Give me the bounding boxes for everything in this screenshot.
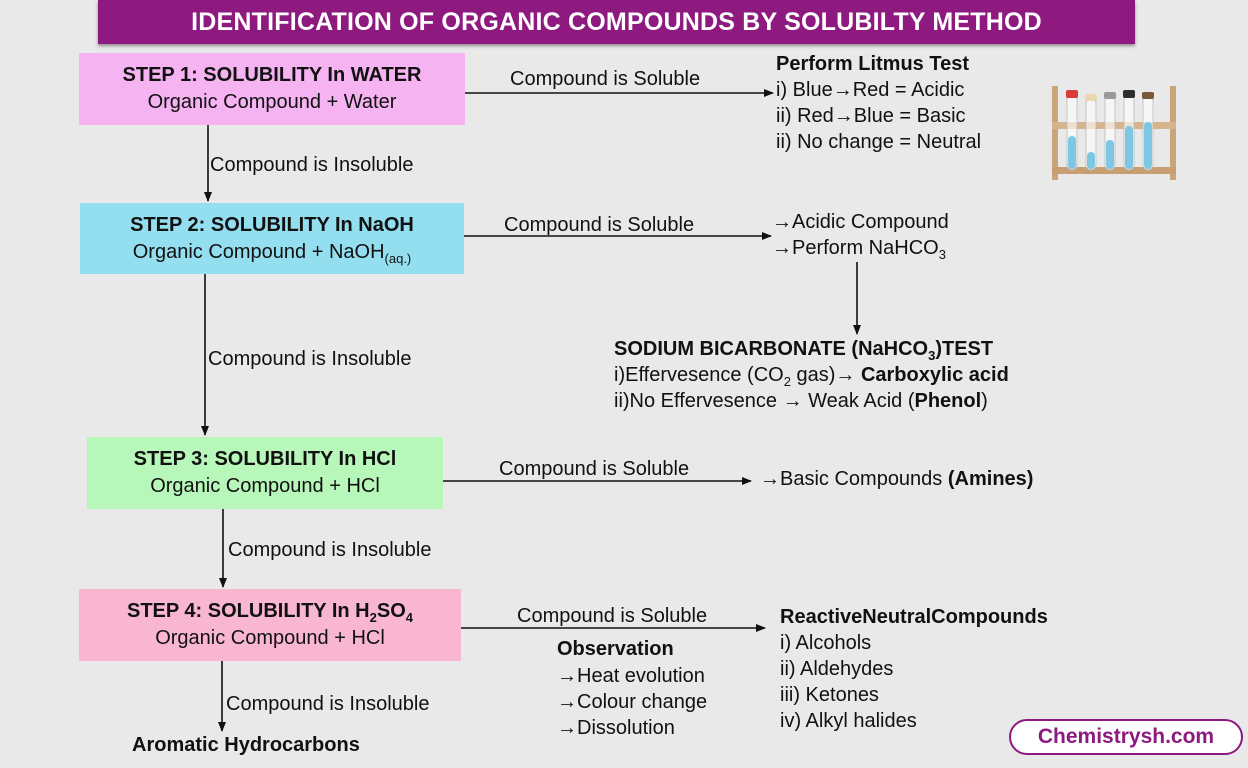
label-step1-insoluble: Compound is Insoluble [210,154,414,176]
litmus-heading: Perform Litmus Test [776,53,969,75]
label-step3-soluble: Compound is Soluble [499,458,690,480]
step4-heading-pre: STEP 4: SOLUBILITY In H [126,600,370,622]
step2-heading: STEP 2: SOLUBILITY In NaOH [130,213,414,236]
observation-heading: Observation [557,638,674,660]
step4-heading-sub1: 2 [369,610,377,625]
naoh-result-nahco3-sub: 3 [938,247,946,262]
bicarb-line1-mid: gas)→ [790,364,861,386]
bicarb-carboxylic: Carboxylic acid [860,364,1009,386]
naoh-result-nahco3 [772,235,946,261]
label-step3-insoluble: Compound is Insoluble [228,539,432,561]
step1-heading: STEP 1: SOLUBILITY In WATER [122,64,422,86]
neutral-item: iv) Alkyl halides [780,710,917,732]
litmus-item: i) Blue→Red = Acidic [776,79,965,101]
step2-line-sub: (aq.) [384,250,412,266]
neutral-item: i) Alcohols [780,632,872,654]
naoh-result-nahco3-text: →Perform NaHCO [772,237,939,259]
observation-item: →Dissolution [557,717,675,739]
litmus-item: ii) Red→Blue = Basic [776,105,966,127]
neutral-item: iii) Ketones [780,684,879,706]
bicarb-line1-sub: 2 [783,374,791,389]
bicarb-heading [614,336,993,362]
label-step2-insoluble: Compound is Insoluble [208,348,412,370]
bicarb-line2 [614,388,988,414]
label-step2-soluble: Compound is Soluble [504,214,695,236]
hcl-result-text: →Basic Compounds [760,468,948,490]
bicarb-line2-post: ) [981,390,988,412]
final-result: Aromatic Hydrocarbons [132,734,360,756]
step4-line: Organic Compound + HCl [155,627,385,649]
observation-item: →Heat evolution [557,665,705,687]
bicarb-phenol: Phenol [914,390,982,412]
bicarb-line1 [614,362,1009,388]
litmus-item: ii) No change = Neutral [776,131,982,153]
page-title: IDENTIFICATION OF ORGANIC COMPOUNDS BY SOLUBILTY METHOD [98,0,1135,44]
step4-heading-sub2: 4 [405,610,413,625]
bicarb-heading-post: )TEST [935,338,994,360]
hcl-result [760,466,1033,492]
step2-line-text: Organic Compound + NaOH [132,240,385,263]
label-step4-soluble: Compound is Soluble [517,605,708,627]
label-step4-insoluble: Compound is Insoluble [226,693,430,715]
step1-line: Organic Compound + Water [147,91,397,113]
chemistrysh-logo: Chemistrysh.com [1009,719,1243,755]
bicarb-heading-sub: 3 [928,348,936,363]
bicarb-heading-pre: SODIUM BICARBONATE (NaHCO [614,338,929,360]
test-tube-rack-icon [1052,80,1180,182]
neutral-item: ii) Aldehydes [780,658,894,680]
step3-line: Organic Compound + HCl [150,475,380,497]
step4-heading-mid: SO [376,600,406,622]
bicarb-line2-pre: ii)No Effervesence → Weak Acid ( [614,390,915,412]
neutral-heading: ReactiveNeutralCompounds [780,606,1048,628]
step3-heading: STEP 3: SOLUBILITY In HCl [133,448,397,470]
naoh-result-acidic: →Acidic Compound [772,211,949,233]
hcl-result-amines: (Amines) [947,468,1034,490]
label-step1-soluble: Compound is Soluble [510,68,701,90]
bicarb-line1-pre: i)Effervesence (CO [614,364,784,386]
observation-item: →Colour change [557,691,708,713]
